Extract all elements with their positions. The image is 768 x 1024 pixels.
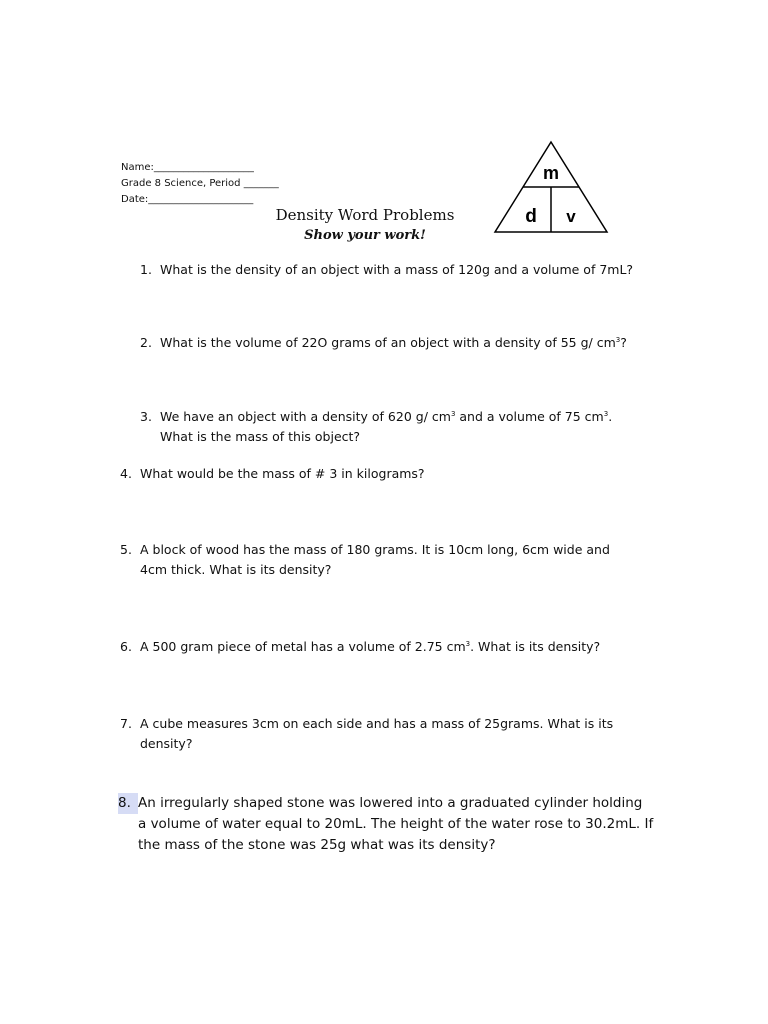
question-1	[140, 260, 633, 280]
question-number: 2.	[140, 335, 152, 350]
date-blank[interactable]: _____________________	[148, 194, 254, 205]
grade-period-field[interactable]	[121, 176, 279, 192]
name-field[interactable]	[121, 160, 279, 176]
name-label: Name:	[121, 162, 154, 173]
question-text: An irregularly shaped stone was lowered into a graduated cylinder holding	[138, 795, 643, 811]
question-text-line2: a volume of water equal to 20mL. The height of the water rose to 30.2mL. If	[138, 816, 654, 832]
grade-label: Grade 8 Science, Period	[121, 178, 241, 189]
worksheet-title: Density Word Problems	[275, 206, 455, 224]
question-text-line2: density?	[140, 736, 193, 751]
question-text: A cube measures 3cm on each side and has a mass of 25grams. What is its	[140, 716, 614, 731]
header-fields	[121, 160, 279, 208]
superscript: 3	[603, 409, 609, 418]
question-number: 5.	[120, 542, 132, 557]
question-text-line2: 4cm thick. What is its density?	[140, 562, 332, 577]
question-text: What would be the mass of # 3 in kilograms?	[140, 466, 425, 481]
period-blank[interactable]: _______	[243, 178, 279, 189]
question-number: 4.	[120, 466, 132, 481]
question-number: 1.	[140, 262, 152, 277]
question-text: What is the volume of 22O grams of an object with a density of 55 g/ cm	[160, 335, 616, 350]
density-triangle-diagram	[493, 140, 609, 234]
triangle-volume-label: v	[566, 207, 576, 226]
superscript: 3	[615, 335, 621, 344]
superscript: 3	[465, 639, 471, 648]
superscript: 3	[450, 409, 456, 418]
question-text-line2: What is the mass of this object?	[160, 429, 361, 444]
triangle-density-label: d	[525, 206, 537, 227]
question-text: What is the density of an object with a mass of 120g and a volume of 7mL?	[160, 262, 634, 277]
question-3	[140, 407, 612, 447]
question-text: and a volume of 75 cm	[455, 409, 604, 424]
question-text: A 500 gram piece of metal has a volume of 2.75 cm	[140, 639, 466, 654]
question-number-highlighted: 8.	[118, 793, 138, 814]
question-number: 3.	[140, 409, 152, 424]
question-text-end: .	[608, 409, 613, 424]
question-text-line3: the mass of the stone was 25g what was its density?	[138, 837, 496, 853]
question-2	[140, 333, 627, 353]
date-label: Date:	[121, 194, 149, 205]
question-6	[120, 637, 600, 657]
question-text: We have an object with a density of 620 g/ cm	[160, 409, 451, 424]
question-number: 7.	[120, 716, 132, 731]
question-4	[120, 464, 425, 484]
question-text: A block of wood has the mass of 180 grams. It is 10cm long, 6cm wide and	[140, 542, 610, 557]
question-8	[118, 793, 653, 856]
question-5	[120, 540, 610, 580]
question-text-end: ?	[620, 335, 627, 350]
question-text-end: . What is its density?	[470, 639, 601, 654]
name-blank[interactable]: ____________________	[153, 162, 254, 173]
question-number: 6.	[120, 639, 132, 654]
question-7	[120, 714, 613, 754]
triangle-mass-label: m	[542, 163, 560, 183]
worksheet-subtitle: Show your work!	[304, 228, 426, 243]
